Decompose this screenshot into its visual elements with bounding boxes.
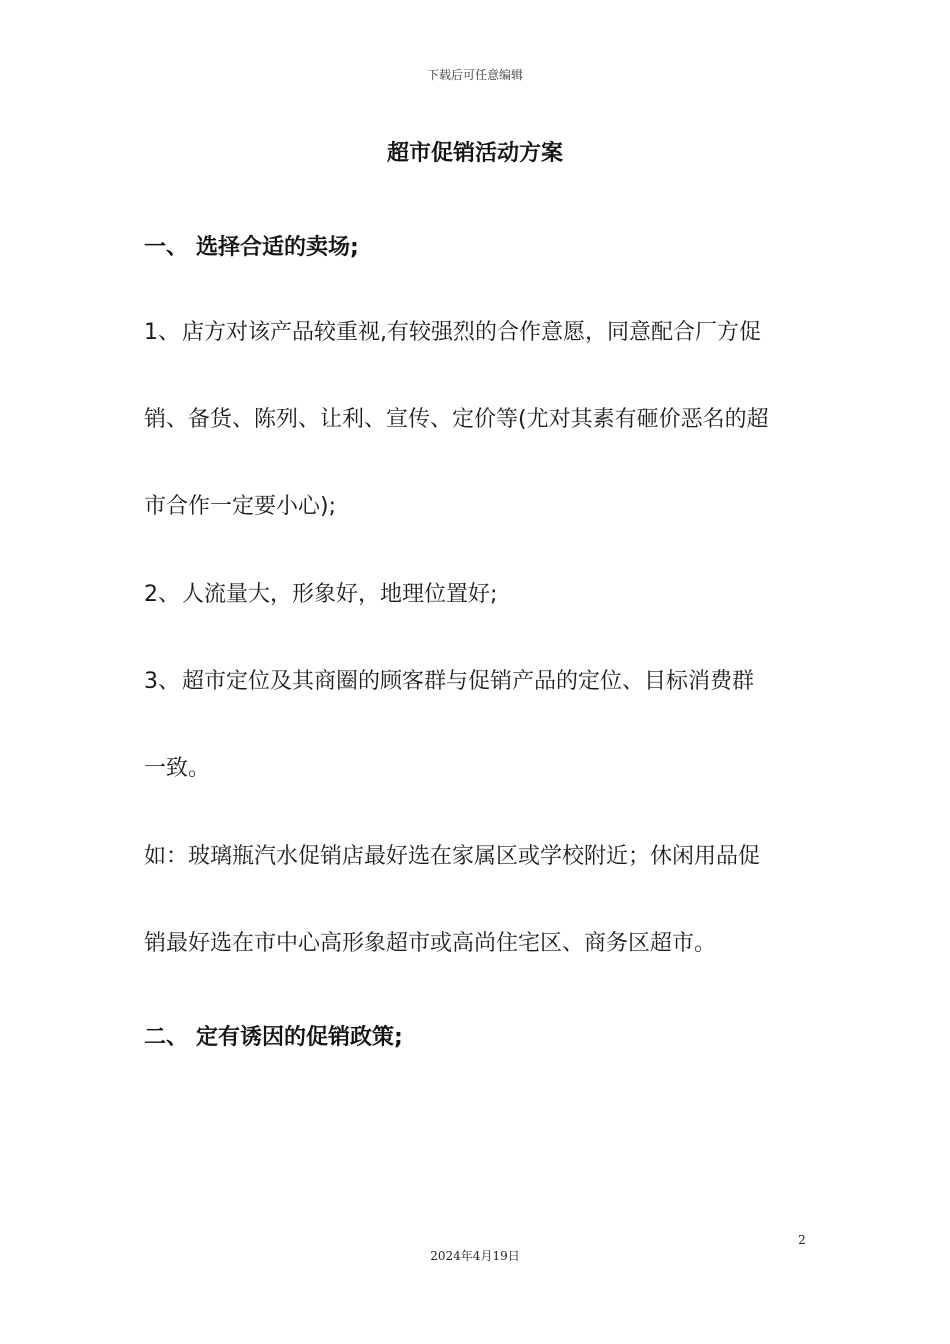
example-line-2: 销最好选在市中心高形象超市或高尚住宅区、商务区超市。 <box>144 931 717 956</box>
list-item-1-line-1 <box>144 318 824 348</box>
list-item-1-line-3: 市合作一定要小心); <box>144 494 336 519</box>
section-heading-text: 定有诱因的促销政策; <box>196 1025 403 1050</box>
section-heading-number: 一、 <box>144 235 189 260</box>
footer-date: 2024年4月19日 <box>430 1249 520 1263</box>
list-item-3-line-2: 一致。 <box>144 756 211 781</box>
document-title: 超市促销活动方案 <box>386 141 563 166</box>
list-item-number: 1、 <box>144 320 180 345</box>
list-item-text: 超市定位及其商圈的顾客群与促销产品的定位、目标消费群 <box>182 669 755 694</box>
list-item-text: 人流量大，形象好，地理位置好; <box>182 582 498 607</box>
section-heading-text: 选择合适的卖场; <box>196 235 359 260</box>
example-line-1: 如：玻璃瓶汽水促销店最好选在家属区或学校附近；休闲用品促 <box>144 844 761 869</box>
list-item-1-line-2: 销、备货、陈列、让利、宣传、定价等(尤对其素有砸价恶名的超 <box>144 407 769 432</box>
list-item-2-line-1 <box>144 580 824 610</box>
section-heading-2 <box>144 1023 824 1053</box>
section-heading-number: 二、 <box>144 1025 189 1050</box>
page-number: 2 <box>798 1233 806 1247</box>
section-heading-1 <box>144 233 824 263</box>
list-item-number: 2、 <box>144 582 180 607</box>
list-item-number: 3、 <box>144 669 180 694</box>
list-item-3-line-1 <box>144 667 824 697</box>
header-note: 下载后可任意编辑 <box>426 68 523 82</box>
list-item-text: 店方对该产品较重视,有较强烈的合作意愿，同意配合厂方促 <box>182 320 761 345</box>
